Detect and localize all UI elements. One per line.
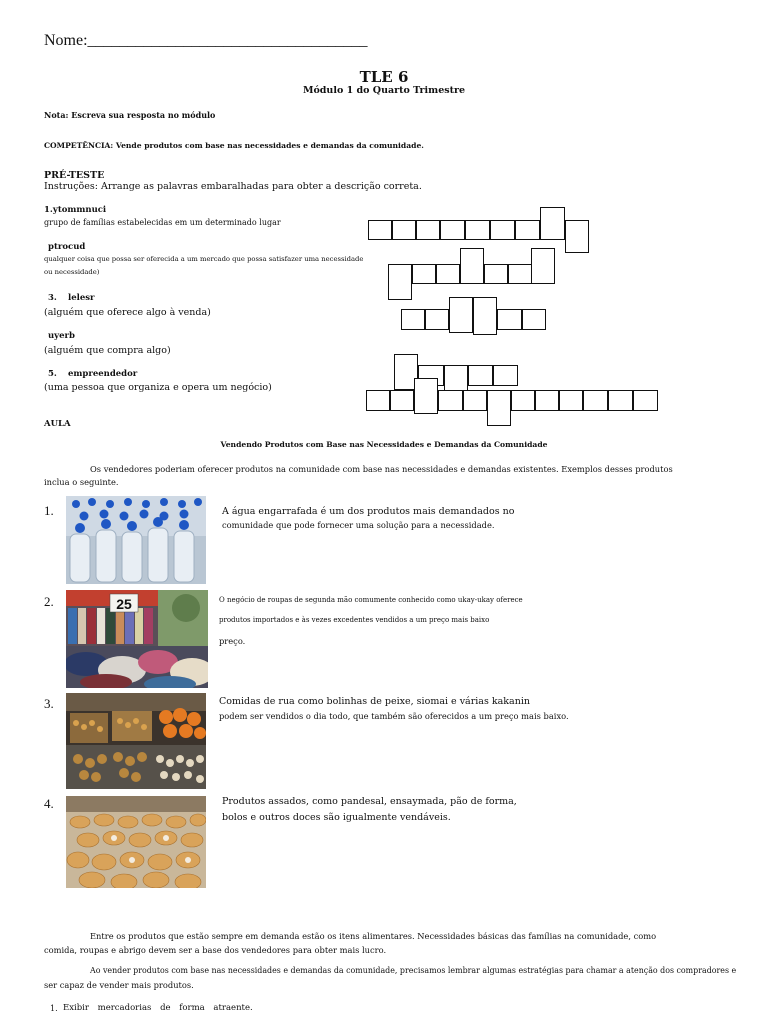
bottled-water-photo [66, 496, 206, 584]
scrambled-word-1: 1.ytommnuci [44, 205, 107, 215]
example-2-line2: produtos importados e às vezes excedentes vendidos a um preço mais baixo [219, 616, 490, 624]
clue-2-line2: ou necessidade) [44, 268, 100, 276]
answer-box[interactable] [425, 309, 449, 330]
answer-box[interactable] [515, 220, 540, 240]
name-field-label: Nome:___________________________________ [44, 32, 368, 49]
street-food-photo [66, 693, 206, 789]
answer-box[interactable] [531, 248, 555, 284]
answer-box[interactable] [436, 264, 460, 284]
strategy-number: 1. [50, 1004, 58, 1013]
answer-box[interactable] [468, 365, 493, 386]
example-4-line2: bolos e outros doces são igualmente vendáveis. [222, 812, 451, 823]
answer-box[interactable] [487, 390, 511, 426]
example-2-line1: O negócio de roupas de segunda mão comumente conhecido como ukay-ukay oferece [219, 596, 523, 604]
example-number-1: 1. [44, 503, 54, 518]
answer-box[interactable] [484, 264, 508, 284]
answer-box[interactable] [497, 309, 522, 330]
answer-box[interactable] [388, 264, 412, 300]
answer-box[interactable] [465, 220, 490, 240]
paragraph-1-line1: Entre os produtos que estão sempre em demanda estão os itens alimentares. Necessidades básicas das famílias na comunidade, como [90, 931, 657, 941]
item-number-5: 5. [48, 369, 57, 379]
answer-box[interactable] [460, 248, 484, 284]
intro-line-1: Os vendedores poderiam oferecer produtos na comunidade com base nas necessidades e demandas existentes. Exemplos desses produtos [90, 464, 673, 474]
paragraph-2-line2: ser capaz de vender mais produtos. [44, 980, 194, 990]
answer-box[interactable] [449, 297, 473, 333]
answer-box[interactable] [565, 220, 589, 253]
lesson-title: Vendendo Produtos com Base nas Necessidades e Demandas da Comunidade [220, 440, 548, 449]
answer-box[interactable] [535, 390, 559, 411]
scrambled-word-2: ptrocud [48, 242, 86, 252]
answer-box[interactable] [392, 220, 416, 240]
answer-box[interactable] [390, 390, 414, 411]
clothes-market-photo [66, 590, 208, 688]
lesson-heading: AULA [44, 419, 71, 429]
answer-box[interactable] [473, 297, 497, 335]
answer-box[interactable] [401, 309, 425, 330]
answer-box[interactable] [583, 390, 608, 411]
baked-goods-photo [66, 796, 206, 888]
paragraph-2-line1: Ao vender produtos com base nas necessidades e demandas da comunidade, precisamos lembrar algumas estratégias para chamar a atenção dos compradores e [90, 966, 737, 975]
answer-box[interactable] [368, 220, 392, 240]
answer-box[interactable] [490, 220, 515, 240]
clue-3: (alguém que oferece algo à venda) [44, 307, 211, 318]
pretest-heading: PRÉ-TESTE [44, 170, 105, 181]
answer-box[interactable] [559, 390, 583, 411]
answer-box[interactable] [414, 378, 438, 414]
example-2-line3: preço. [219, 636, 246, 646]
answer-box[interactable] [416, 220, 440, 240]
scrambled-word-4: uyerb [48, 331, 75, 341]
competence-text: COMPETÊNCIA: Vende produtos com base nas necessidades e demandas da comunidade. [44, 141, 424, 150]
example-number-3: 3. [44, 696, 54, 711]
example-number-2: 2. [44, 594, 54, 609]
answer-box[interactable] [540, 207, 565, 240]
example-1-line2: comunidade que pode fornecer uma solução para a necessidade. [222, 520, 495, 530]
answer-box[interactable] [463, 390, 487, 411]
scrambled-word-5: empreendedor [68, 369, 138, 379]
clue-5: (uma pessoa que organiza e opera um negócio) [44, 382, 272, 393]
answer-box[interactable] [493, 365, 518, 386]
answer-box[interactable] [511, 390, 535, 411]
answer-box[interactable] [508, 264, 532, 284]
note-text: Nota: Escreva sua resposta no módulo [44, 110, 216, 120]
intro-line-2: inclua o seguinte. [44, 477, 119, 487]
example-4-line1: Produtos assados, como pandesal, ensaymada, pão de forma, [222, 796, 517, 807]
page-subtitle: Módulo 1 do Quarto Trimestre [302, 85, 466, 96]
answer-box[interactable] [366, 390, 390, 411]
page-title: TLE 6 [359, 68, 409, 86]
pretest-instructions: Instruções: Arrange as palavras embaralhadas para obter a descrição correta. [44, 181, 422, 192]
answer-box[interactable] [608, 390, 633, 411]
answer-box[interactable] [522, 309, 546, 330]
price-sign: 25 [116, 596, 132, 612]
clue-2-line1: qualquer coisa que possa ser oferecida a um mercado que possa satisfazer uma necessidade [44, 255, 364, 263]
example-number-4: 4. [44, 796, 54, 811]
answer-box[interactable] [633, 390, 658, 411]
strategy-item: Exibir mercadorias de forma atraente. [63, 1003, 253, 1013]
answer-box[interactable] [438, 390, 463, 411]
clue-1: grupo de famílias estabelecidas em um determinado lugar [44, 218, 281, 227]
paragraph-1-line2: comida, roupas e abrigo devem ser a base dos vendedores para obter mais lucro. [44, 945, 387, 955]
answer-box[interactable] [440, 220, 465, 240]
clue-4: (alguém que compra algo) [44, 345, 171, 356]
answer-box[interactable] [412, 264, 436, 284]
example-1-line1: A água engarrafada é um dos produtos mais demandados no [222, 506, 515, 517]
item-number-3: 3. [48, 293, 57, 303]
scrambled-word-3: lelesr [68, 293, 95, 303]
example-3-line1: Comidas de rua como bolinhas de peixe, siomai e várias kakanin [219, 696, 530, 707]
example-3-line2: podem ser vendidos o dia todo, que também são oferecidos a um preço mais baixo. [219, 711, 569, 721]
